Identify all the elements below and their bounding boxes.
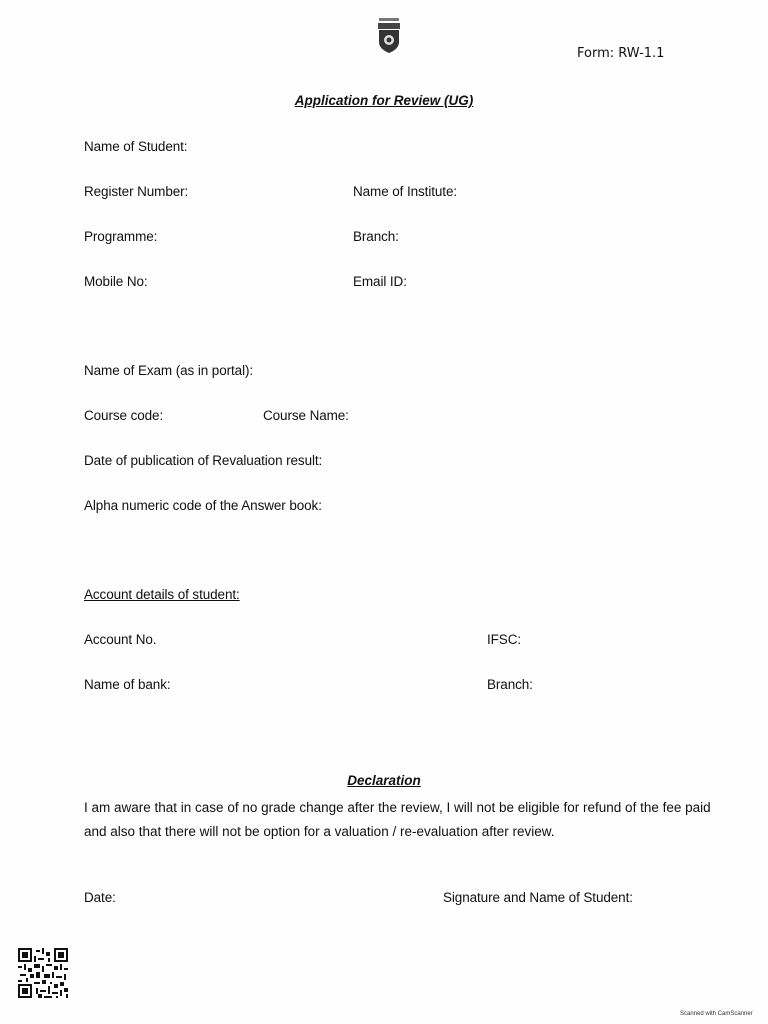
register-number-label: Register Number:	[84, 184, 189, 199]
form-number: Form: RW-1.1	[577, 46, 665, 61]
name-of-institute-label: Name of Institute:	[353, 184, 457, 199]
page-title: Application for Review (UG)	[294, 93, 474, 108]
bank-branch-label: Branch:	[487, 677, 533, 692]
alpha-numeric-code-label: Alpha numeric code of the Answer book:	[84, 498, 322, 513]
mobile-no-label: Mobile No:	[84, 274, 148, 289]
name-of-exam-label: Name of Exam (as in portal):	[84, 363, 254, 378]
declaration-heading: Declaration	[347, 773, 421, 788]
account-details-heading: Account details of student:	[84, 587, 240, 602]
institution-logo-icon	[376, 18, 402, 54]
branch-label: Branch:	[353, 229, 399, 244]
account-no-label: Account No.	[84, 632, 157, 647]
email-id-label: Email ID:	[353, 274, 407, 289]
course-code-label: Course code:	[84, 408, 164, 423]
scanner-watermark: Scanned with CamScanner	[680, 1011, 753, 1017]
programme-label: Programme:	[84, 229, 158, 244]
ifsc-label: IFSC:	[487, 632, 522, 647]
qr-code-icon	[18, 948, 68, 998]
signature-label: Signature and Name of Student:	[443, 890, 633, 905]
declaration-text: I am aware that in case of no grade change after the review, I will not be eligible for refund of the fee paid and also that there will not be option for a valuation / re-evaluation after review.	[84, 800, 711, 839]
date-label: Date:	[84, 890, 116, 905]
course-name-label: Course Name:	[263, 408, 349, 423]
date-of-publication-label: Date of publication of Revaluation result:	[84, 453, 323, 468]
name-of-bank-label: Name of bank:	[84, 677, 171, 692]
name-of-student-label: Name of Student:	[84, 139, 188, 154]
